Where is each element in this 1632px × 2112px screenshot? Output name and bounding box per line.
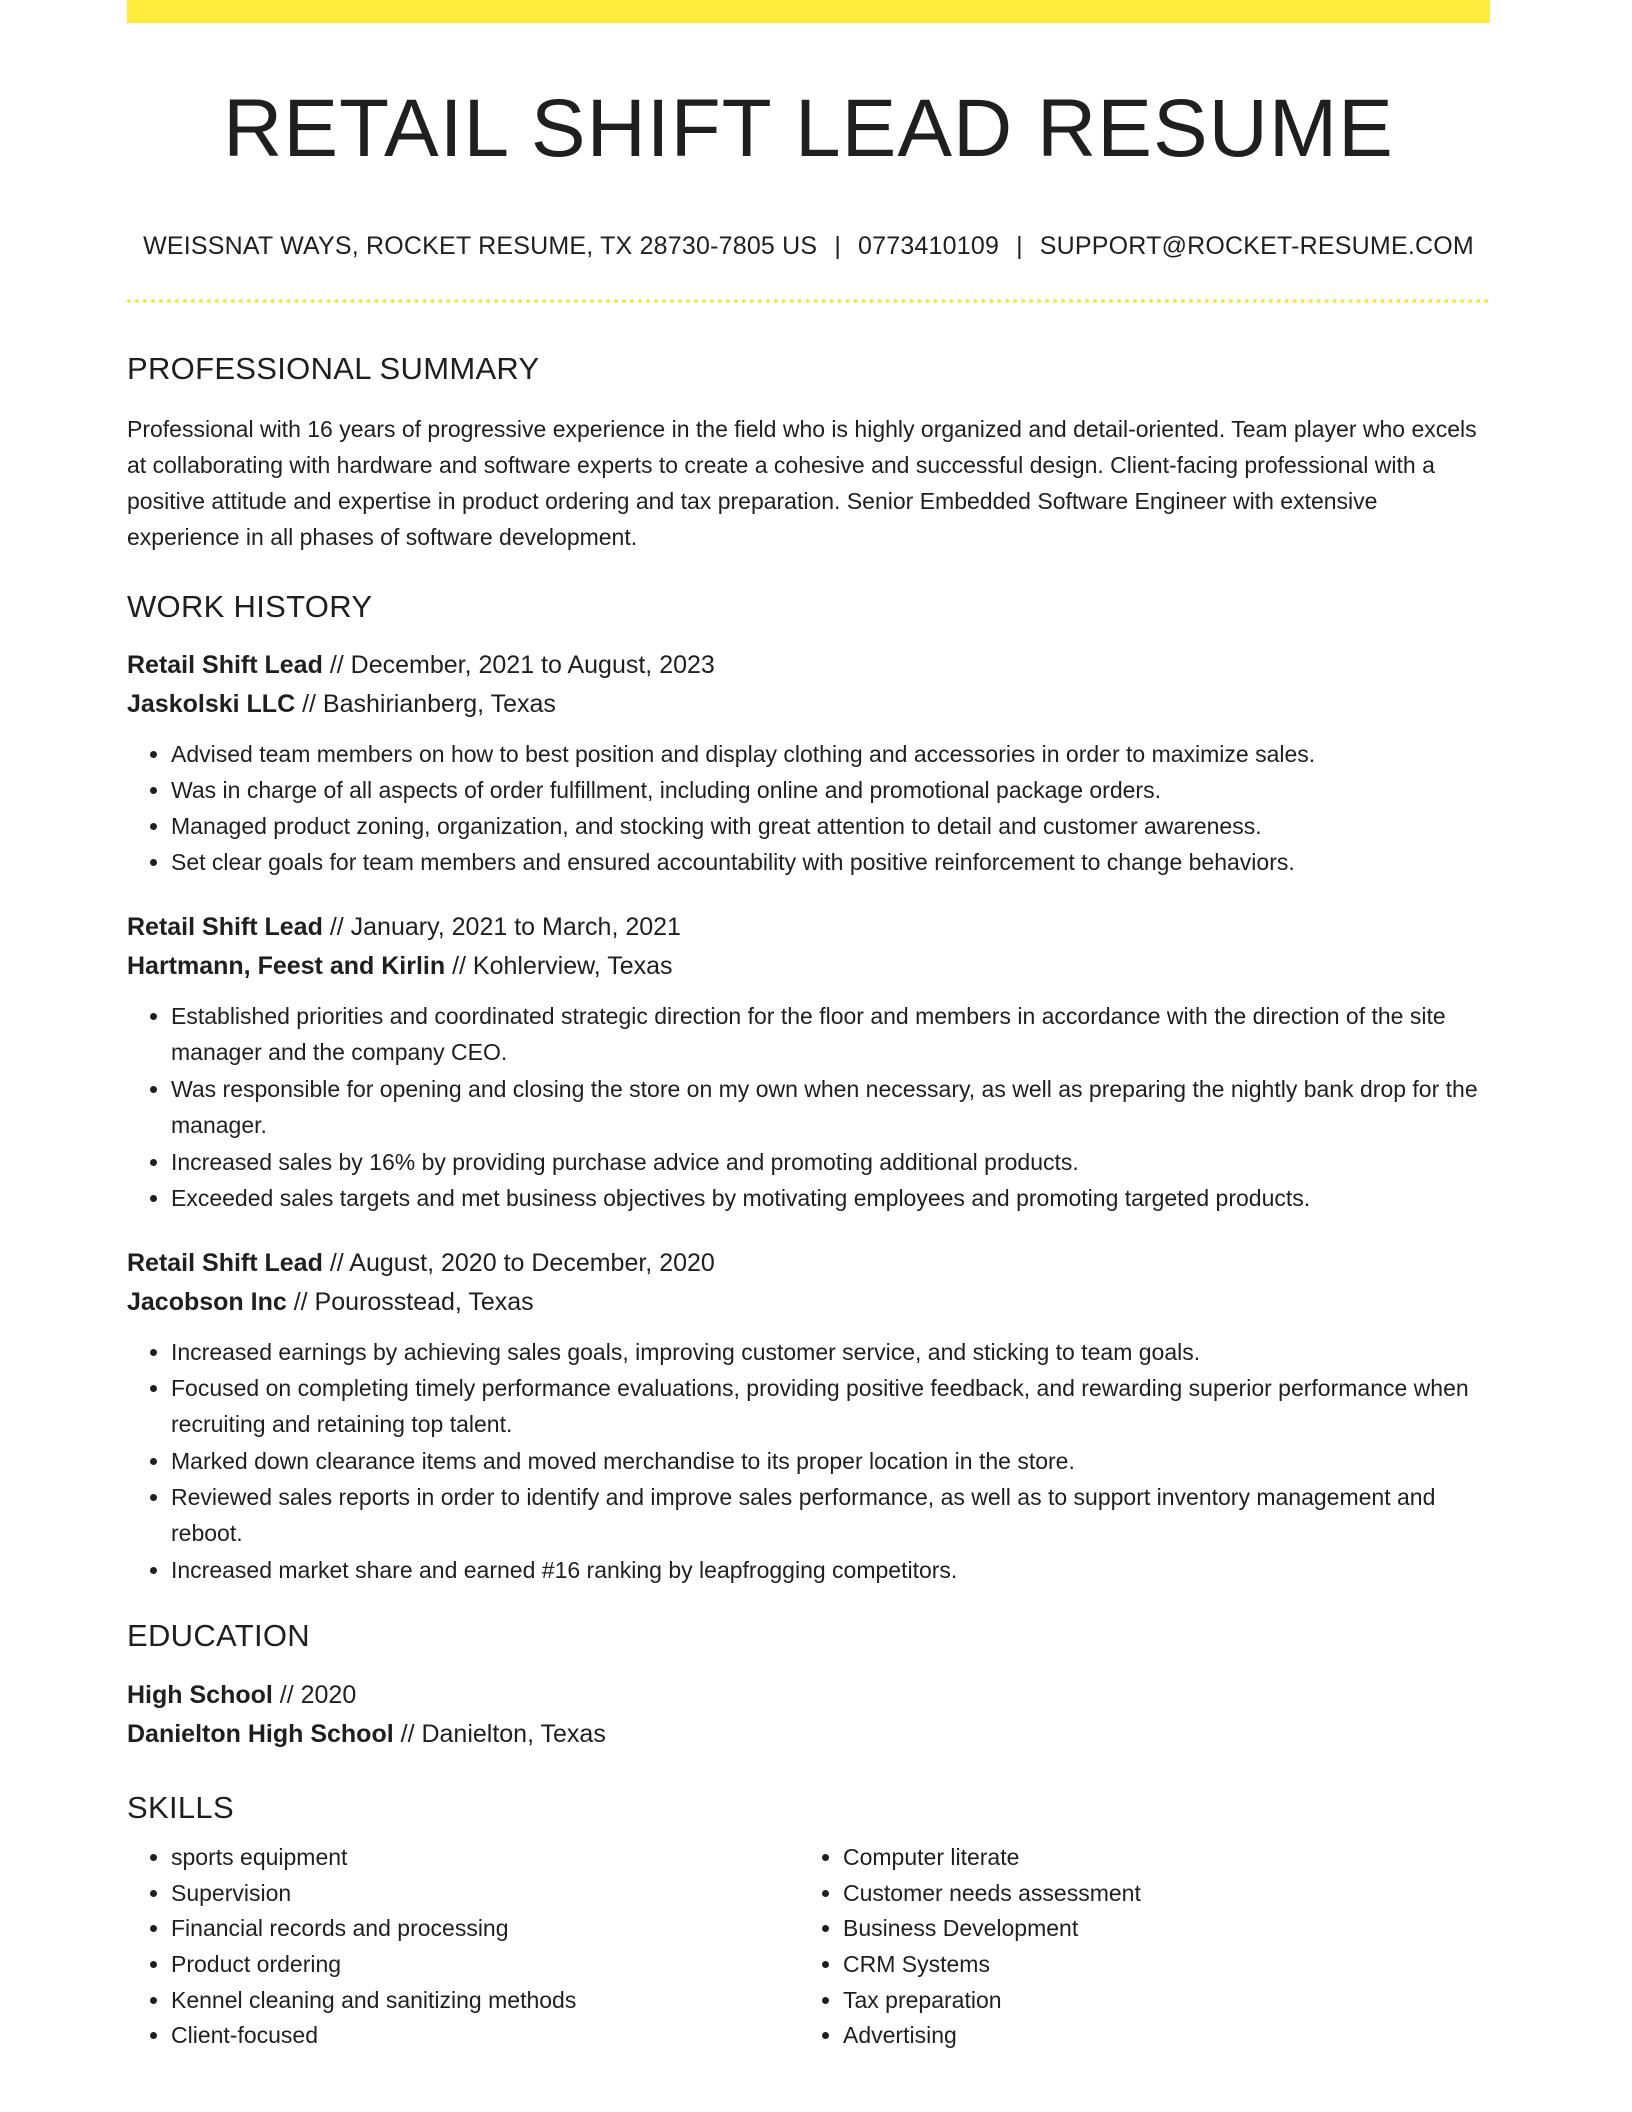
skills-column-left <box>127 1840 799 2054</box>
list-item: • Established priorities and coordinated strategic direction for the floor and members in accordance with the direction of the site manager and the company CEO. <box>171 998 1490 1070</box>
job-company: Hartmann, Feest and Kirlin <box>127 952 446 981</box>
education-location: // Danielton, Texas <box>393 1720 606 1749</box>
job-entry <box>127 646 1490 880</box>
job-dates: // August, 2020 to December, 2020 <box>322 1249 715 1278</box>
job-title-line <box>127 646 1490 685</box>
education-heading: EDUCATION <box>127 1618 310 1654</box>
job-dates: // December, 2021 to August, 2023 <box>322 651 715 680</box>
skills-list <box>127 1840 1490 2054</box>
job-location: // Bashirianberg, Texas <box>295 690 556 719</box>
skill-item: • Client-focused <box>171 2018 799 2054</box>
job-entry <box>127 908 1490 1216</box>
list-item: • Set clear goals for team members and ensured accountability with positive reinforcement to change behaviors. <box>171 844 1490 880</box>
job-entry <box>127 1244 1490 1588</box>
job-bullets <box>127 998 1490 1216</box>
contact-line <box>127 234 1490 259</box>
job-location: // Pourosstead, Texas <box>286 1288 534 1317</box>
job-title-line <box>127 1244 1490 1283</box>
skill-item: • Kennel cleaning and sanitizing methods <box>171 1983 799 2019</box>
education-school: Danielton High School <box>127 1720 394 1749</box>
skill-item: • Customer needs assessment <box>843 1876 1471 1912</box>
separator: | <box>834 232 842 261</box>
separator: | <box>1016 232 1023 261</box>
list-item: • Managed product zoning, organization, and stocking with great attention to detail and customer awareness. <box>171 808 1490 844</box>
skills-column-right <box>799 1840 1471 2054</box>
skill-item: • CRM Systems <box>843 1947 1471 1983</box>
job-company: Jacobson Inc <box>127 1288 287 1317</box>
list-item: • Increased earnings by achieving sales goals, improving customer service, and sticking to team goals. <box>171 1334 1490 1370</box>
list-item: • Reviewed sales reports in order to identify and improve sales performance, as well as to support inventory management and reboot. <box>171 1479 1490 1551</box>
job-company-line <box>127 1283 1490 1322</box>
skill-item: • Supervision <box>171 1876 799 1912</box>
job-company: Jaskolski LLC <box>127 690 296 719</box>
job-title-line <box>127 908 1490 947</box>
education-year: // 2020 <box>272 1681 357 1710</box>
job-company-line <box>127 685 1490 724</box>
job-company-line <box>127 947 1490 986</box>
skill-item: • Financial records and processing <box>171 1911 799 1947</box>
job-dates: // January, 2021 to March, 2021 <box>322 913 681 942</box>
skill-item: • Advertising <box>843 2018 1471 2054</box>
job-title: Retail Shift Lead <box>127 913 323 942</box>
skills-heading: SKILLS <box>127 1790 234 1826</box>
list-item: • Exceeded sales targets and met business objectives by motivating employees and promoting targeted products. <box>171 1180 1490 1216</box>
summary-heading: PROFESSIONAL SUMMARY <box>127 351 540 387</box>
phone: 0773410109 <box>858 232 1000 261</box>
skill-item: • Product ordering <box>171 1947 799 1983</box>
job-bullets <box>127 736 1490 880</box>
education-school-line <box>127 1715 1490 1754</box>
skill-item: • Business Development <box>843 1911 1471 1947</box>
skill-item: • Computer literate <box>843 1840 1471 1876</box>
job-title: Retail Shift Lead <box>127 1249 323 1278</box>
resume-content <box>127 0 1490 2054</box>
education-entry <box>127 1676 1490 1754</box>
job-bullets <box>127 1334 1490 1588</box>
list-item: • Increased sales by 16% by providing purchase advice and promoting additional products. <box>171 1144 1490 1180</box>
address: WEISSNAT WAYS, ROCKET RESUME, TX 28730-7805 US <box>143 232 818 261</box>
resume-title: RETAIL SHIFT LEAD RESUME <box>223 83 1394 174</box>
skill-item: • sports equipment <box>171 1840 799 1876</box>
job-location: // Kohlerview, Texas <box>445 952 673 981</box>
work-history-heading: WORK HISTORY <box>127 589 373 625</box>
education-degree: High School <box>127 1681 273 1710</box>
accent-bar <box>127 0 1490 23</box>
list-item: • Advised team members on how to best position and display clothing and accessories in order to maximize sales. <box>171 736 1490 772</box>
dotted-divider <box>127 299 1490 303</box>
list-item: • Was in charge of all aspects of order fulfillment, including online and promotional package orders. <box>171 772 1490 808</box>
skill-item: • Tax preparation <box>843 1983 1471 2019</box>
email: SUPPORT@ROCKET-RESUME.COM <box>1039 232 1474 261</box>
summary-text: Professional with 16 years of progressive experience in the field who is highly organized and detail-oriented. Team player who excels at collaborating with hardware and software experts to create a cohesive and successful design. Client-facing professional with a positive attitude and expertise in product ordering and tax preparation. Senior Embedded Software Engineer with extensive experience in all phases of software development. <box>127 416 1477 551</box>
list-item: • Was responsible for opening and closing the store on my own when necessary, as well as preparing the nightly bank drop for the manager. <box>171 1071 1490 1143</box>
list-item: • Marked down clearance items and moved merchandise to its proper location in the store. <box>171 1443 1490 1479</box>
list-item: • Focused on completing timely performance evaluations, providing positive feedback, and rewarding superior performance when recruiting and retaining top talent. <box>171 1370 1490 1442</box>
list-item: • Increased market share and earned #16 ranking by leapfrogging competitors. <box>171 1552 1490 1588</box>
job-title: Retail Shift Lead <box>127 651 323 680</box>
education-degree-line <box>127 1676 1490 1715</box>
